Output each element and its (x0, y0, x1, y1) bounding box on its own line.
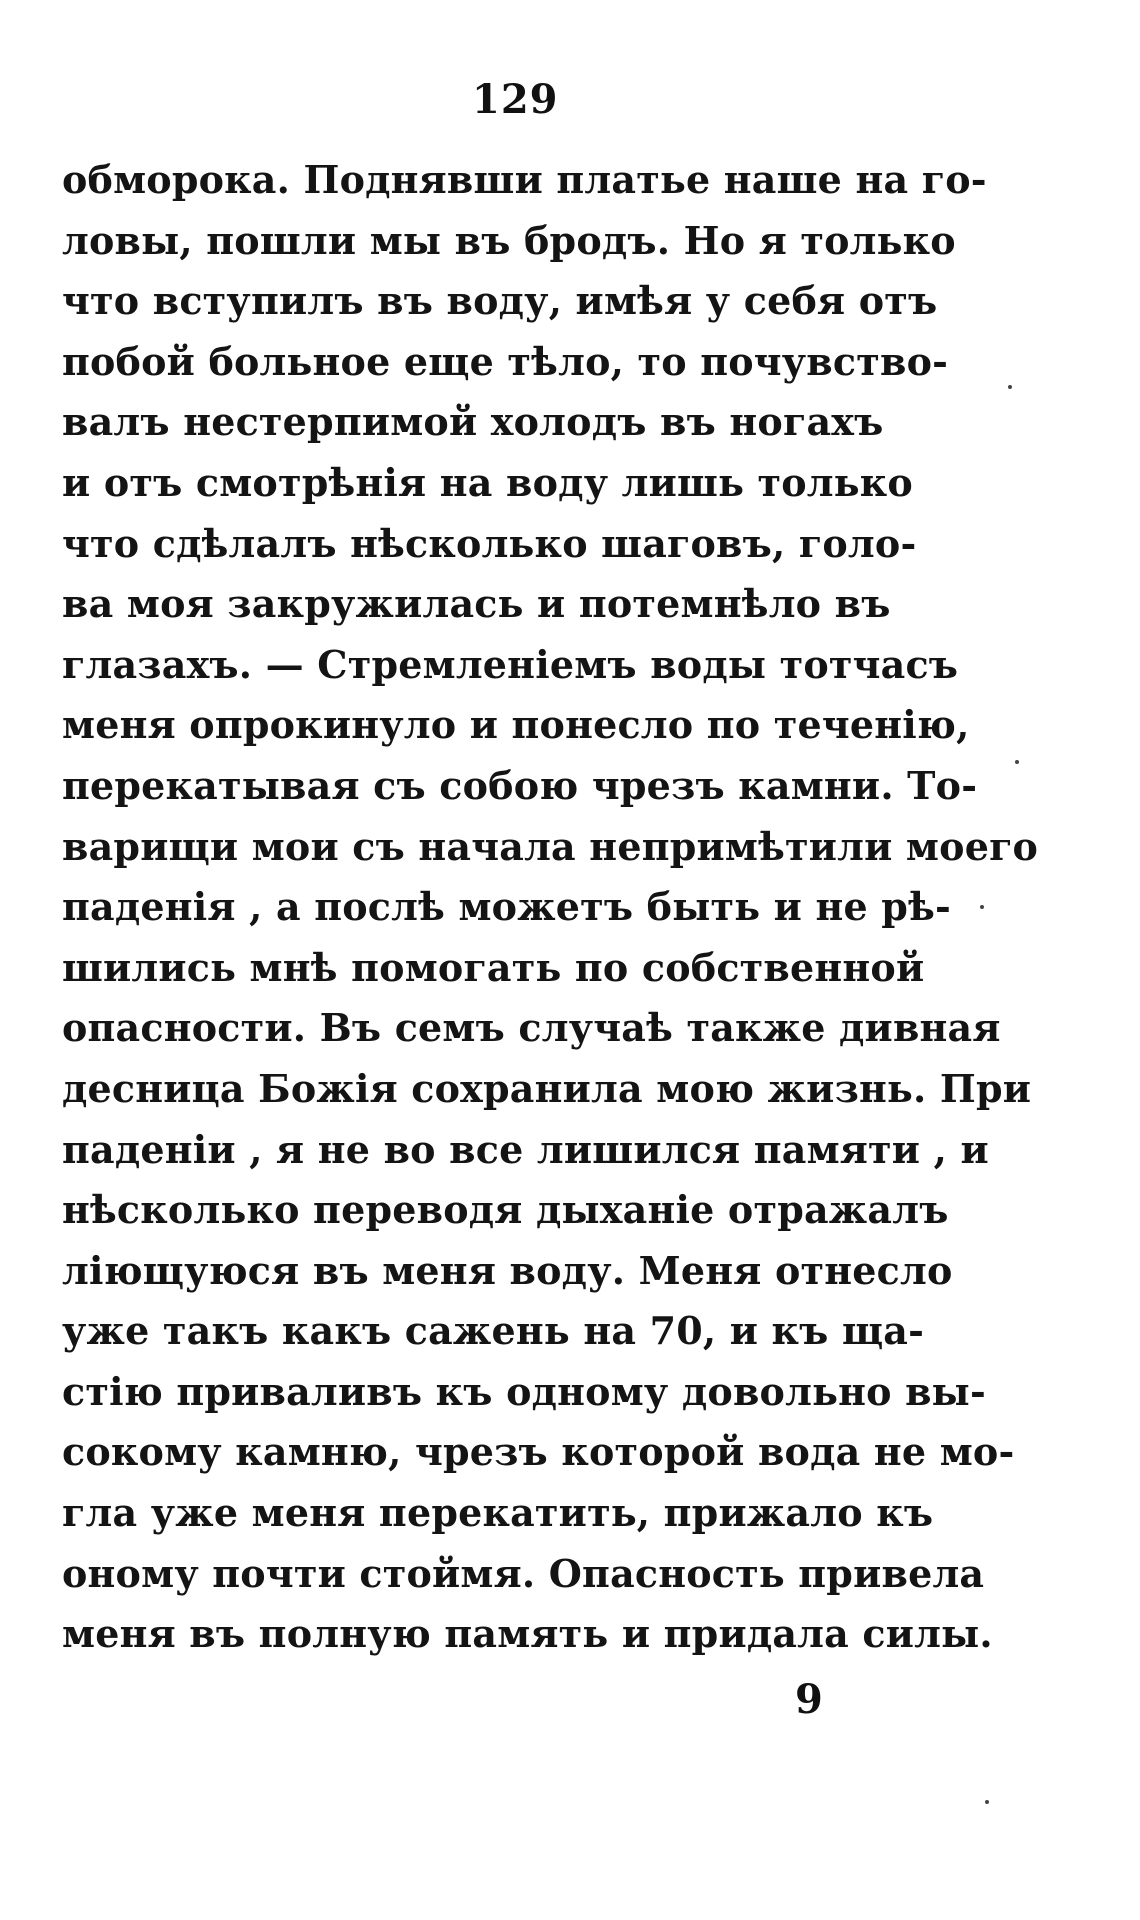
text-line: валъ нестерпимой холодъ въ ногахъ (62, 399, 884, 445)
paper-speck (1015, 760, 1019, 764)
paper-speck (1008, 385, 1012, 389)
text-line: меня опрокинуло и понесло по теченію, (62, 702, 970, 748)
text-line: стію приваливъ къ одному довольно вы- (62, 1368, 986, 1414)
text-line: гла уже меня перекатить, прижало къ (62, 1490, 934, 1536)
text-line: ліющуюся въ меня воду. Меня отнесло (62, 1247, 953, 1293)
text-line: паденія , а послѣ можетъ быть и не рѣ- (62, 884, 951, 930)
text-line: опасности. Въ семъ случаѣ также дивная (62, 1005, 1001, 1051)
text-line: меня въ полную память и придала силы. (62, 1611, 993, 1657)
text-line: десница Божія сохранила мою жизнь. При (62, 1065, 1032, 1111)
text-line: нѣсколько переводя дыханіе отражалъ (62, 1187, 949, 1233)
text-line: шились мнѣ помогать по собственной (62, 944, 925, 990)
text-line: обморока. Поднявши платье наше на го- (62, 157, 987, 202)
page-text (62, 150, 1039, 1665)
text-line: уже такъ какъ сажень на 70, и къ щa- (62, 1308, 925, 1354)
text-line: что сдѣлалъ нѣсколько шаговъ, голо- (62, 520, 917, 566)
text-line: и отъ смотрѣнія на воду лишь только (62, 459, 913, 505)
page-number: 129 (472, 76, 559, 123)
signature-mark: 9 (795, 1676, 823, 1723)
paper-speck (985, 1800, 989, 1804)
text-line: что вступилъ въ воду, имѣя у себя отъ (62, 278, 938, 324)
text-line: ловы, пошли мы въ бродъ. Но я только (62, 217, 956, 263)
text-line: ва моя закружилась и потемнѣло въ (62, 581, 891, 627)
text-line: глазахъ. — Стремленіемъ воды тотчасъ (62, 641, 959, 687)
text-line: побой больное еще тѣло, то почувство- (62, 338, 949, 384)
paper-speck (980, 905, 984, 909)
text-line: паденіи , я не во все лишился памяти , и (62, 1126, 989, 1172)
text-line: оному почти стоймя. Опасность привела (62, 1550, 985, 1596)
text-line: перекатывая съ собою чрезъ камни. То- (62, 762, 978, 808)
text-line: варищи мои съ начала непримѣтили моего (62, 823, 1039, 869)
text-line: сокому камню, чрезъ которой вода не мо- (62, 1429, 1015, 1475)
